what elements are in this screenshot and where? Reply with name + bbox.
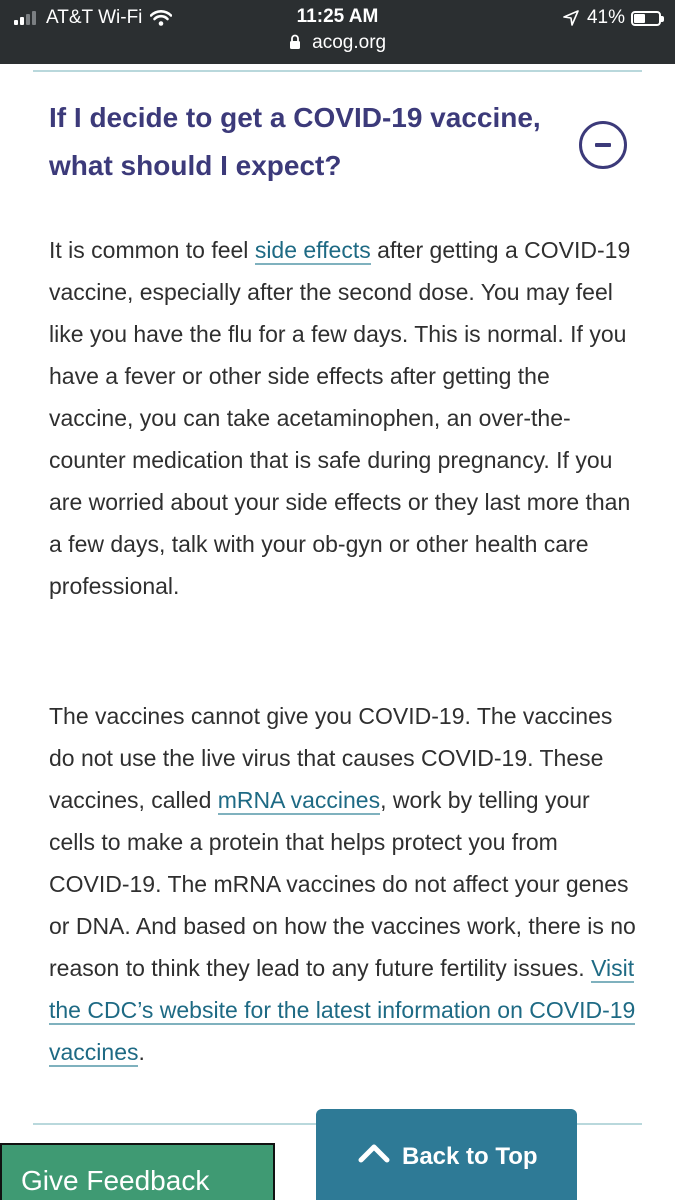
status-time: 11:25 AM (296, 6, 379, 27)
location-arrow-icon (563, 10, 579, 26)
section-divider-top (33, 70, 642, 72)
lock-icon (289, 34, 301, 50)
status-right (563, 6, 661, 30)
give-feedback-button[interactable]: Give Feedback (0, 1143, 275, 1200)
side-effects-link[interactable]: side effects (254, 237, 371, 263)
collapse-button[interactable] (579, 121, 627, 169)
faq-question-heading[interactable]: If I decide to get a COVID-19 vaccine, what should I expect? (49, 102, 541, 181)
mrna-vaccines-link[interactable]: mRNA vaccines (217, 787, 381, 813)
url-text: acog.org (312, 32, 387, 53)
address-bar[interactable] (0, 32, 675, 54)
minus-icon (595, 143, 611, 147)
cdc-website-link[interactable]: Visit the CDC’s website for the latest information on COVID-19 vaccines (49, 955, 636, 1065)
back-to-top-label: Back to Top (402, 1143, 538, 1170)
chevron-up-icon (357, 1142, 391, 1164)
faq-answer-paragraph-2: The vaccines cannot give you COVID-19. The vaccines do not use the live virus that causes COVID-19. These vaccines, called mRNA vaccines, work by telling your cells to make a protein that helps protect you from COVID-19. The mRNA vaccines do not affect your genes or DNA. And based on how the vaccines work, there is no reason to think they lead to any future fertility issues. Visit the CDC’s website for the latest information on COVID-19 vaccines. (49, 703, 636, 1065)
battery-percent: 41% (586, 7, 625, 28)
back-to-top-button[interactable] (316, 1109, 577, 1200)
status-bar (0, 0, 675, 64)
battery-icon (631, 11, 661, 26)
faq-answer-paragraph-1: It is common to feel side effects after getting a COVID-19 vaccine, especially after the second dose. You may feel like you have the flu for a few days. This is normal. If you have a fever or other side effects after getting the vaccine, you can take acetaminophen, an over-the-counter medication that is safe during pregnancy. If you are worried about your side effects or they last more than a few days, talk with your ob-gyn or other health care professional. (49, 237, 631, 599)
carrier-label: AT&T Wi-Fi (46, 7, 143, 28)
